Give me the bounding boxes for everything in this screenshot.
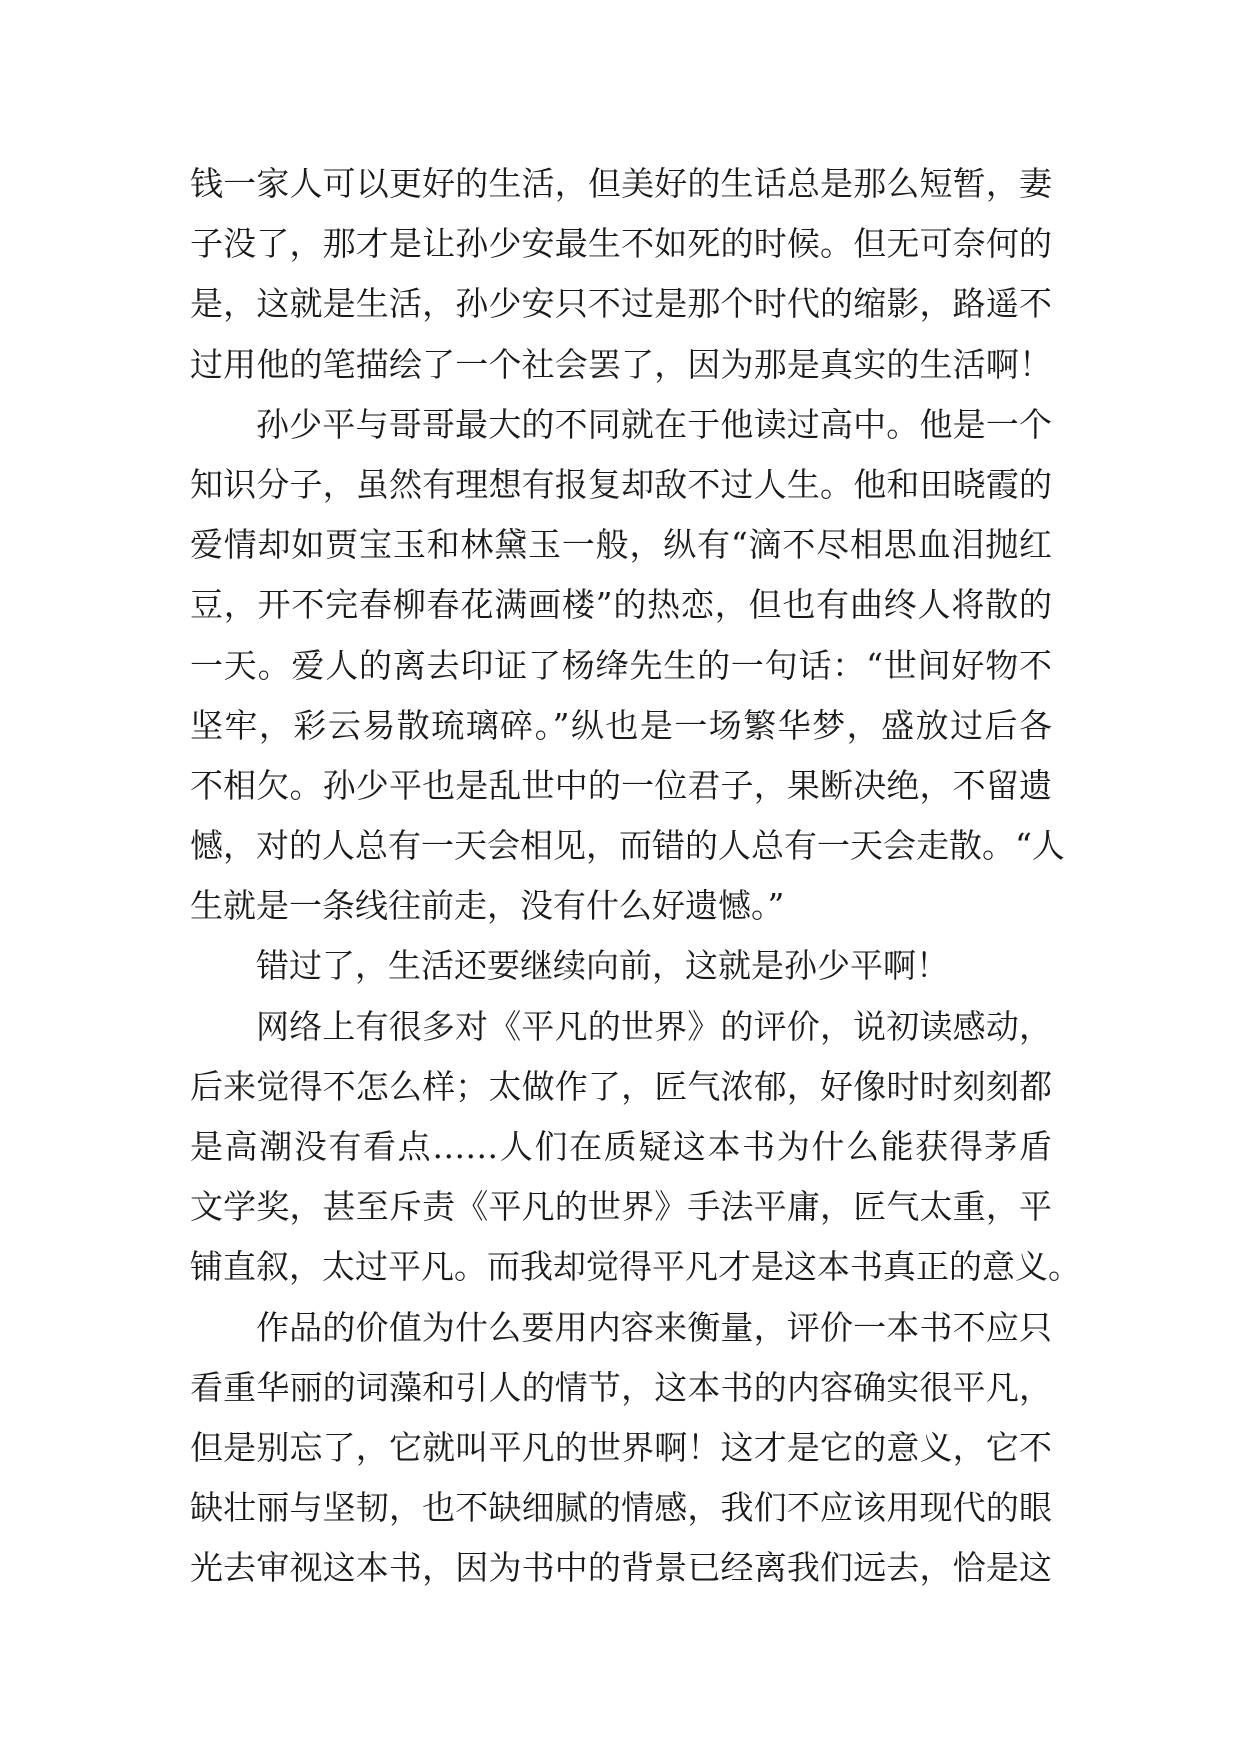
text-line: 坚牢，彩云易散琉璃碎。”纵也是一场繁华梦，盛放过后各 — [190, 705, 1052, 745]
text-line: 缺壮丽与坚韧，也不缺细腻的情感，我们不应该用现代的眼 — [190, 1488, 1052, 1528]
text-line: 光去审视这本书，因为书中的背景已经离我们远去，恰是这 — [190, 1548, 1052, 1588]
text-line: 后来觉得不怎么样；太做作了，匠气浓郁，好像时时刻刻都 — [190, 1066, 1052, 1106]
text-line: 是高潮没有看点……人们在质疑这本书为什么能获得茅盾 — [190, 1127, 1052, 1166]
text-line: 生就是一条线往前走，没有什么好遗憾。” — [190, 886, 785, 926]
text-line: 子没了，那才是让孙少安最生不如死的时候。但无可奈何的 — [190, 224, 1052, 264]
text-line: 孙少平与哥哥最大的不同就在于他读过高中。他是一个 — [256, 404, 1052, 444]
text-line: 网络上有很多对《平凡的世界》的评价，说初读感动， — [256, 1006, 1052, 1046]
text-line: 钱一家人可以更好的生活，但美好的生话总是那么短暂，妻 — [190, 164, 1052, 203]
text-line: 看重华丽的词藻和引人的情节，这本书的内容确实很平凡， — [190, 1367, 1052, 1407]
text-line: 铺直叙，太过平凡。而我却觉得平凡才是这本书真正的意义。 — [190, 1247, 1081, 1287]
text-line: 文学奖，甚至斥责《平凡的世界》手法平庸，匠气太重，平 — [190, 1187, 1052, 1227]
text-line: 作品的价值为什么要用内容来衡量，评价一本书不应只 — [256, 1307, 1052, 1347]
text-line: 一天。爱人的离去印证了杨绛先生的一句话：“世间好物不 — [190, 645, 1052, 685]
text-line: 憾，对的人总有一天会相见，而错的人总有一天会走散。“人 — [190, 826, 1065, 866]
text-line: 错过了，生活还要继续向前，这就是孙少平啊！ — [256, 946, 949, 986]
text-line: 豆，开不完春柳春花满画楼”的热恋，但也有曲终人将散的 — [190, 585, 1052, 625]
text-line: 是，这就是生活，孙少安只不过是那个时代的缩影，路遥不 — [190, 284, 1052, 324]
text-line: 爱情却如贾宝玉和林黛玉一般，纵有“滴不尽相思血泪抛红 — [190, 525, 1052, 565]
text-line: 但是别忘了，它就叫平凡的世界啊！这才是它的意义，它不 — [190, 1427, 1052, 1467]
document-body — [190, 154, 1081, 1599]
text-line: 知识分子，虽然有理想有报复却敌不过人生。他和田晓霞的 — [190, 464, 1052, 504]
text-line: 过用他的笔描绘了一个社会罢了，因为那是真实的生活啊！ — [190, 344, 1052, 384]
text-line: 不相欠。孙少平也是乱世中的一位君子，果断决绝，不留遗 — [190, 765, 1052, 805]
